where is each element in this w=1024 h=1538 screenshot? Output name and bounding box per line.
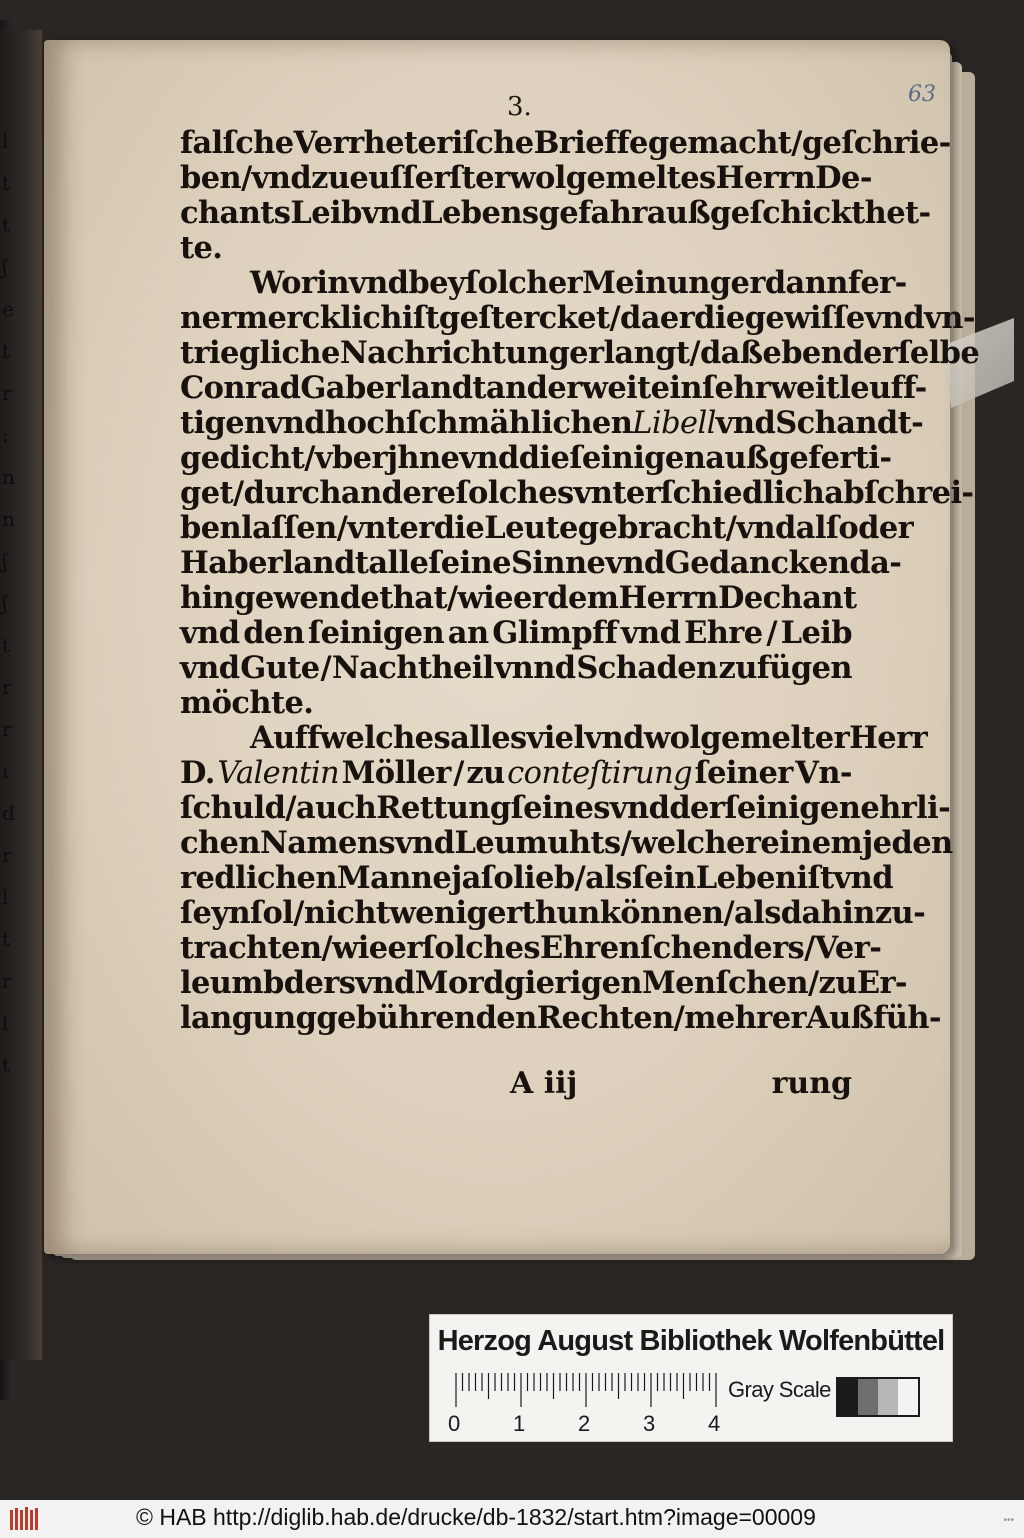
text-line	[180, 125, 951, 161]
text-word: /	[233, 475, 244, 511]
text-word: Haberlandt	[180, 545, 369, 581]
text-line	[180, 651, 852, 686]
text-word: Gedancken	[664, 545, 850, 581]
text-word: nicht	[303, 895, 390, 931]
text-word: Leute	[484, 510, 578, 546]
text-word: Mordgierigen	[414, 965, 642, 1001]
text-word: ſeines	[510, 790, 610, 826]
text-word: ja	[451, 860, 481, 896]
text-word: ſehr	[701, 370, 771, 406]
left-page-glyph: r	[2, 381, 12, 405]
text-word: alle	[368, 545, 429, 581]
text-word: /	[304, 440, 315, 476]
text-word: chants	[180, 195, 291, 231]
left-page-glyph: l	[2, 129, 9, 153]
text-word: vnd	[620, 615, 681, 651]
text-word: ein	[650, 370, 702, 406]
left-page-glyph: n	[2, 465, 15, 489]
text-word: het-	[864, 195, 931, 231]
text-word: /	[766, 615, 777, 651]
text-word: jeden	[862, 825, 953, 861]
text-word: Gaberlandt	[300, 370, 486, 406]
text-word: Worin	[250, 265, 349, 301]
text-word: /	[725, 510, 737, 546]
text-word: da-	[849, 545, 902, 581]
text-line	[180, 1000, 941, 1036]
text-word: vber	[314, 440, 387, 476]
text-word: ſeinigen	[724, 790, 861, 826]
text-word: vnd	[180, 650, 240, 686]
text-word: derſelbe	[842, 335, 980, 371]
text-word: ſeinigen	[569, 440, 706, 476]
text-word: vnd	[348, 265, 409, 301]
text-word: fer-	[847, 265, 907, 301]
text-word: weniger	[389, 895, 522, 931]
text-word: vnd	[459, 440, 519, 476]
text-word: /	[320, 650, 331, 686]
text-word: als	[734, 895, 781, 931]
text-word: trachten	[180, 930, 322, 966]
text-word: Möller	[341, 755, 451, 791]
text-line	[180, 965, 907, 1001]
text-word: gewiſſe	[744, 300, 865, 336]
left-page-glyph: r	[2, 675, 12, 699]
ruler-number: 1	[513, 1411, 526, 1436]
left-page-glyph: :	[2, 423, 9, 447]
text-word: jhne	[386, 440, 460, 476]
left-page-glyph: e	[2, 297, 14, 321]
page-number: 3.	[507, 92, 532, 122]
gray-scale-step	[898, 1379, 918, 1415]
text-word: /	[321, 930, 333, 966]
text-word: iſt	[796, 860, 834, 896]
text-word: vnd	[180, 615, 240, 651]
text-word: vnd	[265, 405, 326, 441]
text-word: welches	[319, 720, 451, 756]
text-word: lieb	[513, 860, 575, 896]
text-word: Verrheteriſche	[293, 125, 534, 161]
text-word: eben	[762, 335, 843, 371]
text-line	[180, 231, 852, 266]
text-word: er	[659, 300, 695, 336]
left-page-glyph: t	[2, 171, 11, 195]
text-word: Leib	[290, 195, 362, 231]
text-word: wolgemelter	[643, 720, 850, 756]
text-word: vnd	[355, 965, 415, 1001]
text-word: die	[694, 300, 745, 336]
text-word: weitleuff-	[770, 370, 927, 406]
text-word: dahin	[780, 895, 875, 931]
text-word: /	[446, 580, 458, 616]
folio-number: 63	[908, 82, 936, 107]
text-word: Rechten	[536, 1000, 674, 1036]
text-line	[180, 580, 857, 616]
text-word: der	[669, 790, 725, 826]
text-line	[180, 300, 975, 336]
text-word: vnd	[609, 790, 670, 826]
text-word: hat	[392, 580, 447, 616]
text-word: Herr	[849, 720, 928, 756]
text-line	[180, 895, 926, 931]
ruler-number: 4	[708, 1411, 721, 1436]
text-word: vnd	[736, 510, 796, 546]
text-word: Menſchen	[641, 965, 808, 1001]
left-page-glyph: t	[2, 927, 11, 951]
text-word: ſeine	[428, 545, 511, 581]
text-word: Ehrenſchenders	[540, 930, 805, 966]
text-word: als	[585, 860, 632, 896]
text-word: Dechant	[718, 580, 857, 616]
text-word: Rettung	[376, 790, 511, 826]
signature-mark: A iij	[510, 1066, 578, 1101]
text-word: ehrli-	[860, 790, 951, 826]
text-word: gebührenden	[316, 1000, 537, 1036]
text-word: daß	[699, 335, 763, 371]
left-page-glyph: r	[2, 843, 12, 867]
gray-scale-step	[878, 1379, 898, 1415]
text-word: gedicht	[180, 440, 305, 476]
text-word: ſol/	[250, 895, 304, 931]
text-word: vnd	[864, 300, 925, 336]
text-word: gewendet	[234, 580, 393, 616]
text-word: außgeferti-	[705, 440, 892, 476]
left-page-glyph: ʃ	[2, 591, 8, 615]
text-word: dann	[764, 265, 848, 301]
text-word: Conrad	[180, 370, 301, 406]
text-word: Herrn	[715, 160, 816, 196]
left-page-glyph: ı	[2, 759, 9, 783]
text-word: /	[804, 930, 815, 966]
text-word: te.	[180, 230, 223, 266]
text-word: vnd	[251, 160, 312, 196]
text-word: thun	[521, 895, 600, 931]
text-word: Außfüh-	[806, 1000, 941, 1036]
text-word: ſolches	[421, 930, 541, 966]
text-line	[180, 930, 882, 966]
text-word: mercklich	[235, 300, 402, 336]
text-word: Glimpff	[492, 615, 618, 651]
text-word: /	[807, 965, 819, 1001]
text-word: zu	[818, 965, 857, 1001]
text-word: auch	[295, 790, 377, 826]
gray-scale-step	[858, 1379, 878, 1415]
text-word: vnd	[584, 720, 644, 756]
text-word: da	[620, 300, 660, 336]
text-word: De-	[815, 160, 872, 196]
text-word: viel	[526, 720, 585, 756]
text-word: conteſtirung	[507, 756, 693, 791]
text-word: vnd	[395, 825, 455, 861]
text-line	[180, 440, 892, 476]
text-word: die	[518, 440, 570, 476]
left-page-glyph: l	[2, 885, 9, 909]
text-word: gemacht/	[647, 125, 802, 161]
text-word: ſolcher	[465, 265, 583, 301]
text-line	[180, 860, 893, 896]
text-word: vnterſchiedlich	[573, 475, 825, 511]
text-word: zu	[311, 160, 350, 196]
text-word: chen	[180, 825, 260, 861]
left-page-glyph: t	[2, 213, 11, 237]
text-word: Ehre	[684, 615, 763, 651]
library-label-card	[429, 1314, 953, 1442]
gray-scale-step	[838, 1379, 858, 1415]
text-word: Auff	[250, 720, 320, 756]
left-page-glyph: d	[2, 801, 15, 825]
left-page-glyph: t	[2, 1053, 11, 1077]
text-word: /	[336, 510, 348, 546]
text-word: Valentin	[217, 756, 340, 791]
text-word: ben	[180, 160, 242, 196]
text-line	[180, 616, 852, 651]
text-word: Manne	[336, 860, 452, 896]
text-word: Vn-	[795, 755, 852, 791]
footer-dots: •••	[1003, 1515, 1014, 1526]
text-word: einem	[760, 825, 863, 861]
text-word: ſeinigen	[308, 615, 445, 651]
text-word: zu	[466, 755, 505, 791]
text-line	[180, 405, 924, 441]
text-word: welcher	[631, 825, 761, 861]
hab-logo-icon	[8, 1504, 42, 1534]
text-word: gebracht	[577, 510, 726, 546]
text-word: geſchrie-	[801, 125, 951, 161]
gray-scale-swatch	[836, 1377, 920, 1417]
text-line	[180, 790, 951, 826]
ruler-number: 0	[448, 1411, 461, 1436]
text-word: falſche	[180, 125, 294, 161]
text-word: zufügen	[718, 650, 852, 686]
text-word: dem	[547, 580, 619, 616]
text-line	[180, 265, 907, 301]
left-page-glyph: t	[2, 339, 11, 363]
text-word: außgeſchickt	[646, 195, 865, 231]
text-word: er	[730, 265, 765, 301]
text-word: tigen	[180, 405, 266, 441]
text-word: erlangt/	[569, 335, 700, 371]
text-word: /	[241, 160, 252, 196]
text-word: können	[599, 895, 724, 931]
text-word: leumbders	[180, 965, 356, 1001]
text-word: /	[620, 825, 632, 861]
text-line	[180, 510, 914, 546]
text-word: /	[723, 895, 735, 931]
text-word: Leib	[780, 615, 852, 651]
text-word: Namens	[259, 825, 396, 861]
text-word: /	[673, 1000, 685, 1036]
ruler-labels	[448, 1411, 748, 1437]
text-line	[180, 720, 928, 756]
left-page-glyph: r	[2, 969, 12, 993]
text-line	[180, 756, 852, 791]
text-line	[180, 825, 953, 861]
left-page-edge	[0, 30, 42, 1360]
text-line	[180, 686, 852, 721]
text-word: Schaden	[576, 650, 718, 686]
text-word: alſo	[795, 510, 859, 546]
text-word: zu-	[874, 895, 926, 931]
text-word: vnd	[361, 195, 422, 231]
text-word: redlichen	[180, 860, 337, 896]
text-word: triegliche	[180, 335, 340, 371]
text-word: vnd	[715, 405, 776, 441]
text-word: die	[433, 510, 485, 546]
text-word: er	[512, 580, 548, 616]
text-word: ſchuld/	[180, 790, 296, 826]
text-word: hochſchmählichen	[325, 405, 633, 441]
text-word: ner	[180, 300, 236, 336]
text-line	[180, 370, 927, 406]
page-text-block	[180, 125, 980, 1036]
text-word: Gute	[240, 650, 320, 686]
text-line	[180, 475, 974, 511]
text-word: get	[180, 475, 234, 511]
catchword: rung	[771, 1066, 852, 1101]
text-word: D.	[180, 755, 215, 791]
text-word: Nachrichtung	[339, 335, 570, 371]
text-word: andere	[340, 475, 456, 511]
ruler-number: 2	[578, 1411, 591, 1436]
text-word: wie	[457, 580, 513, 616]
text-line	[180, 195, 931, 231]
text-word: alles	[450, 720, 527, 756]
text-word: vnnd	[494, 650, 576, 686]
gray-scale-label: Gray Scale	[728, 1377, 831, 1402]
text-word: den	[243, 615, 305, 651]
text-word: Herrn	[618, 580, 719, 616]
left-page-glyph: ʃ	[2, 549, 8, 573]
text-word: der	[858, 510, 914, 546]
text-word: Ver-	[814, 930, 882, 966]
text-word: mehrer	[684, 1000, 807, 1036]
left-page-glyph: ʃ	[2, 255, 8, 279]
text-word: ſo	[480, 860, 514, 896]
text-word: wolgemeltes	[509, 160, 716, 196]
left-page-glyph: l	[2, 1011, 9, 1035]
copyright-url: © HAB http://diglib.hab.de/drucke/db-1832/start.htm?image=00009	[136, 1504, 816, 1530]
text-word: Schandt-	[775, 405, 924, 441]
text-word: Nachtheil	[331, 650, 494, 686]
text-word: anderweit	[485, 370, 651, 406]
catchline	[180, 1066, 852, 1102]
measurement-ruler	[452, 1373, 722, 1409]
text-line	[180, 335, 980, 371]
text-word: langung	[180, 1000, 317, 1036]
text-word: Leben	[695, 860, 797, 896]
left-page-glyphs	[2, 120, 16, 1086]
left-page-glyph: t	[2, 633, 11, 657]
text-line	[180, 160, 872, 196]
text-word: ſeiner	[694, 755, 793, 791]
text-word: ſein	[631, 860, 696, 896]
ruler-number: 3	[643, 1411, 656, 1436]
text-word: /	[453, 755, 464, 791]
text-word: vnter	[347, 510, 434, 546]
text-word: Leumuhts	[454, 825, 621, 861]
text-word: vnd	[605, 545, 665, 581]
text-word: er	[387, 930, 422, 966]
text-word: abſchrei-	[824, 475, 974, 511]
text-word: ben	[180, 510, 242, 546]
text-word: wie	[332, 930, 388, 966]
text-word: hin	[180, 580, 235, 616]
text-word: vn-	[924, 300, 975, 336]
text-word: bey	[408, 265, 466, 301]
text-word: möchte.	[180, 685, 314, 721]
left-page-glyph: n	[2, 507, 15, 531]
text-word: an	[447, 615, 489, 651]
left-page-glyph: r	[2, 717, 12, 741]
text-word: /	[574, 860, 586, 896]
footer-bar	[0, 1500, 1024, 1538]
text-word: ſolches	[455, 475, 574, 511]
text-word: euſſerſter	[349, 160, 510, 196]
text-word: Meinung	[582, 265, 731, 301]
text-word: Libell	[632, 406, 716, 441]
text-word: durch	[243, 475, 341, 511]
text-word: geſtercket/	[438, 300, 620, 336]
text-word: Sinne	[510, 545, 606, 581]
text-line	[180, 545, 902, 581]
text-word: vnd	[833, 860, 893, 896]
text-word: ſeyn	[180, 895, 251, 931]
library-title: Herzog August Bibliothek Wolfenbüttel	[437, 1325, 945, 1357]
text-word: Lebensgefahr	[421, 195, 647, 231]
text-word: Brieffe	[533, 125, 648, 161]
text-word: laſſen	[241, 510, 337, 546]
text-word: iſt	[401, 300, 439, 336]
text-word: Er-	[856, 965, 907, 1001]
